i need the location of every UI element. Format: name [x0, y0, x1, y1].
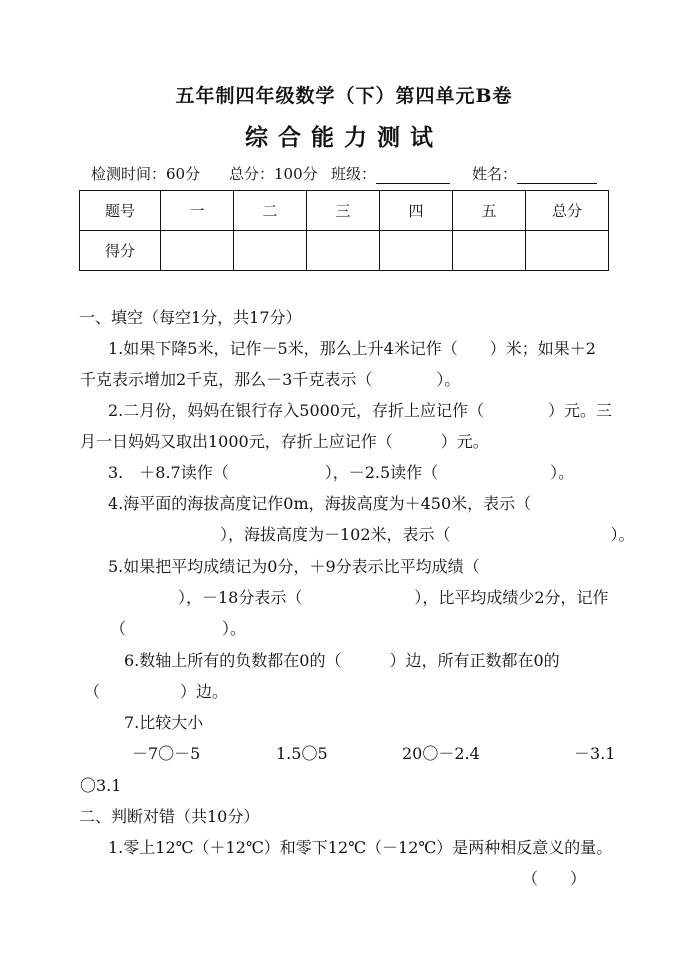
exam-info-row — [91, 164, 597, 184]
score-table-header: 四 — [380, 191, 453, 231]
exam-time: 检测时间：60分 — [91, 165, 201, 183]
question-line: 1.如果下降5米，记作－5米，那么上升4米记作（ ）米；如果＋2 — [108, 339, 596, 358]
score-table-header: 三 — [307, 191, 380, 231]
question-line: 千克表示增加2千克，那么－3千克表示（ ）。 — [80, 370, 461, 389]
name-blank — [517, 167, 597, 184]
score-table — [79, 190, 609, 271]
score-table-header: 一 — [161, 191, 234, 231]
score-table-header-row — [80, 191, 609, 231]
class-label: 班级： — [331, 165, 377, 183]
compare-item: －7〇－5 — [132, 744, 201, 763]
score-cell[interactable] — [526, 231, 609, 271]
score-table-score-row — [80, 231, 609, 271]
question-line: ），－18分表示（ ），比平均成绩少2分，记作 — [178, 588, 609, 607]
name-label: 姓名： — [472, 165, 518, 183]
answer-bracket[interactable]: （ ） — [522, 869, 587, 888]
question-line: 2.二月份，妈妈在银行存入5000元，存折上应记作（ ）元。三 — [108, 401, 612, 420]
compare-item: 1.5〇5 — [276, 744, 328, 763]
question-line: 1.零上12℃（＋12℃）和零下12℃（－12℃）是两种相反意义的量。 — [108, 838, 613, 857]
question-line: 6.数轴上所有的负数都在0的（ ）边，所有正数都在0的 — [124, 651, 560, 670]
question-line: ），海拔高度为－102米，表示（ ）。 — [220, 525, 635, 544]
score-table-header: 五 — [453, 191, 526, 231]
exam-total-score: 总分：100分 — [229, 165, 318, 183]
question-line: （ ）边。 — [84, 682, 229, 701]
question-line: （ ）。 — [110, 619, 247, 638]
compare-item: －3.1 — [574, 744, 616, 763]
score-cell[interactable] — [453, 231, 526, 271]
score-table-header: 总分 — [526, 191, 609, 231]
section1-heading: 一、填空（每空1分，共17分） — [79, 308, 302, 327]
score-table-header: 二 — [234, 191, 307, 231]
score-table-header: 题号 — [80, 191, 161, 231]
score-cell[interactable] — [307, 231, 380, 271]
compare-item: 〇3.1 — [80, 776, 122, 795]
question-line: 月一日妈妈又取出1000元，存折上应记作（ ）元。 — [80, 432, 489, 451]
question-line: 7.比较大小 — [124, 713, 204, 732]
score-cell[interactable] — [161, 231, 234, 271]
compare-item: 20〇－2.4 — [402, 744, 480, 763]
section2-heading: 二、判断对错（共10分） — [79, 807, 260, 826]
question-line: 4.海平面的海拔高度记作0m，海拔高度为＋450米，表示（ — [108, 494, 532, 513]
question-line: 3. ＋8.7读作（ ），－2.5读作（ ）。 — [108, 463, 575, 482]
exam-title: 五年制四年级数学（下）第四单元B卷 — [175, 85, 513, 107]
score-cell[interactable] — [234, 231, 307, 271]
question-line: 5.如果把平均成绩记为0分，＋9分表示比平均成绩（ — [108, 557, 480, 576]
exam-subtitle: 综合能力测试 — [245, 124, 443, 151]
score-row-label: 得分 — [80, 231, 161, 271]
score-cell[interactable] — [380, 231, 453, 271]
class-blank — [376, 167, 450, 184]
